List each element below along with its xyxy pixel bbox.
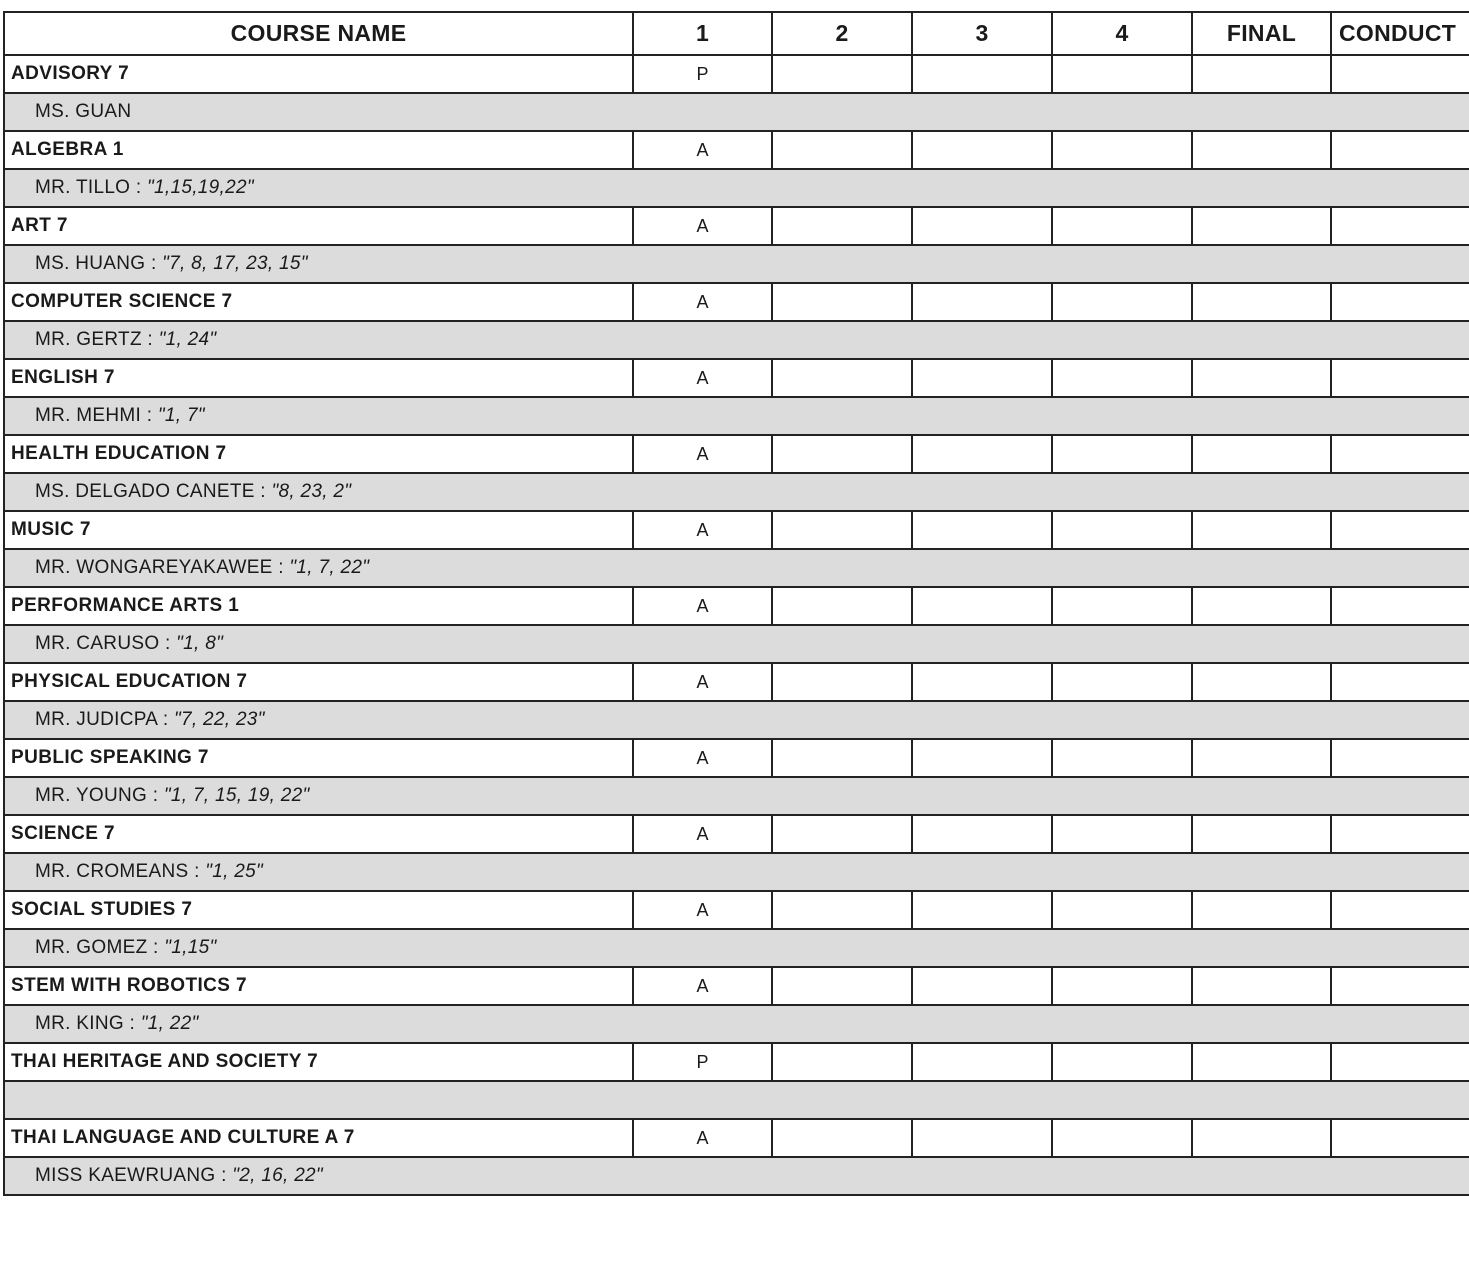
grade-final [1192,739,1331,777]
grade-final [1192,1119,1331,1157]
grade-quarter-4 [1052,815,1192,853]
grade-quarter-1: A [633,815,772,853]
course-row [4,435,1469,473]
teacher-row [4,625,1469,663]
grade-conduct [1331,1119,1469,1157]
grade-quarter-4 [1052,663,1192,701]
grade-quarter-4 [1052,891,1192,929]
grade-quarter-2 [772,283,912,321]
teacher-cell [4,93,1469,131]
grade-quarter-3 [912,663,1052,701]
teacher-row [4,777,1469,815]
grade-quarter-3 [912,435,1052,473]
course-row [4,1119,1469,1157]
course-name-cell: THAI HERITAGE AND SOCIETY 7 [4,1043,633,1081]
grade-quarter-4 [1052,587,1192,625]
teacher-cell [4,929,1469,967]
teacher-name: MR. WONGAREYAKAWEE : [35,557,290,578]
grade-quarter-2 [772,131,912,169]
comment-codes: "1, 24" [158,329,217,350]
teacher-cell [4,549,1469,587]
grade-quarter-3 [912,587,1052,625]
grade-quarter-4 [1052,1119,1192,1157]
grade-quarter-2 [772,663,912,701]
comment-codes: "1,15" [164,937,217,958]
course-name-cell: ADVISORY 7 [4,55,633,93]
grade-quarter-4 [1052,435,1192,473]
course-row [4,283,1469,321]
grade-conduct [1331,283,1469,321]
teacher-name: MR. KING : [35,1013,141,1034]
grade-conduct [1331,587,1469,625]
grade-final [1192,663,1331,701]
grade-quarter-1: A [633,131,772,169]
grade-conduct [1331,435,1469,473]
teacher-cell [4,1005,1469,1043]
grade-quarter-2 [772,55,912,93]
teacher-name: MISS KAEWRUANG : [35,1165,233,1186]
course-name-cell: PUBLIC SPEAKING 7 [4,739,633,777]
comment-codes: "1,15,19,22" [147,177,254,198]
grade-final [1192,207,1331,245]
grade-quarter-3 [912,1119,1052,1157]
teacher-row [4,929,1469,967]
course-name-cell: MUSIC 7 [4,511,633,549]
grade-quarter-1: P [633,55,772,93]
teacher-name: MR. TILLO : [35,177,147,198]
course-row [4,967,1469,1005]
course-name-cell: THAI LANGUAGE AND CULTURE A 7 [4,1119,633,1157]
teacher-row [4,549,1469,587]
teacher-row [4,701,1469,739]
grade-quarter-2 [772,739,912,777]
grade-final [1192,511,1331,549]
grade-quarter-1: P [633,1043,772,1081]
teacher-row [4,1157,1469,1195]
teacher-row [4,93,1469,131]
teacher-row [4,245,1469,283]
grade-conduct [1331,663,1469,701]
grade-quarter-4 [1052,511,1192,549]
grade-quarter-1: A [633,739,772,777]
grade-final [1192,131,1331,169]
grade-final [1192,587,1331,625]
grade-conduct [1331,207,1469,245]
teacher-row [4,397,1469,435]
grade-quarter-1: A [633,891,772,929]
grade-quarter-3 [912,131,1052,169]
grade-quarter-1: A [633,435,772,473]
grade-quarter-3 [912,207,1052,245]
header-quarter-4: 4 [1052,12,1192,55]
grade-quarter-3 [912,891,1052,929]
grade-quarter-4 [1052,739,1192,777]
teacher-name: MR. GERTZ : [35,329,159,350]
grade-conduct [1331,739,1469,777]
grade-quarter-2 [772,815,912,853]
grade-quarter-4 [1052,55,1192,93]
grade-quarter-3 [912,55,1052,93]
comment-codes: "2, 16, 22" [232,1165,323,1186]
grade-quarter-4 [1052,967,1192,1005]
teacher-row [4,853,1469,891]
course-name-cell: SCIENCE 7 [4,815,633,853]
header-conduct: CONDUCT [1331,12,1469,55]
header-quarter-1: 1 [633,12,772,55]
grade-quarter-3 [912,739,1052,777]
grade-quarter-3 [912,1043,1052,1081]
course-row [4,663,1469,701]
header-quarter-2: 2 [772,12,912,55]
teacher-row [4,169,1469,207]
course-name-cell: STEM WITH ROBOTICS 7 [4,967,633,1005]
grade-quarter-3 [912,359,1052,397]
grade-final [1192,435,1331,473]
grade-conduct [1331,55,1469,93]
course-name-cell: HEALTH EDUCATION 7 [4,435,633,473]
course-name-cell: ART 7 [4,207,633,245]
grade-final [1192,815,1331,853]
teacher-name: MR. CROMEANS : [35,861,206,882]
course-row [4,131,1469,169]
course-row [4,1043,1469,1081]
teacher-row [4,321,1469,359]
grade-quarter-3 [912,283,1052,321]
grade-quarter-1: A [633,207,772,245]
teacher-name: MS. DELGADO CANETE : [35,481,272,502]
grade-quarter-4 [1052,359,1192,397]
grade-final [1192,1043,1331,1081]
grade-quarter-3 [912,815,1052,853]
teacher-cell [4,473,1469,511]
teacher-cell [4,701,1469,739]
grade-conduct [1331,815,1469,853]
grade-quarter-1: A [633,587,772,625]
comment-codes: "1, 7, 22" [289,557,370,578]
comment-codes: "7, 8, 17, 23, 15" [162,253,308,274]
teacher-cell [4,321,1469,359]
comment-codes: "1, 8" [176,633,224,654]
comment-codes: "1, 22" [140,1013,199,1034]
teacher-cell [4,777,1469,815]
teacher-name: MS. HUANG : [35,253,163,274]
course-name-cell: COMPUTER SCIENCE 7 [4,283,633,321]
header-row [4,12,1469,55]
course-name-cell: PHYSICAL EDUCATION 7 [4,663,633,701]
teacher-name: MR. JUDICPA : [35,709,174,730]
grade-quarter-1: A [633,359,772,397]
grade-quarter-2 [772,1119,912,1157]
grade-final [1192,283,1331,321]
comment-codes: "1, 25" [205,861,264,882]
grade-final [1192,967,1331,1005]
grade-conduct [1331,891,1469,929]
grade-final [1192,891,1331,929]
grade-quarter-2 [772,967,912,1005]
grade-quarter-4 [1052,1043,1192,1081]
grade-quarter-2 [772,511,912,549]
grade-conduct [1331,1043,1469,1081]
grade-quarter-1: A [633,967,772,1005]
grade-quarter-1: A [633,511,772,549]
teacher-cell [4,397,1469,435]
grade-quarter-2 [772,435,912,473]
teacher-name: MR. CARUSO : [35,633,177,654]
header-course-name: COURSE NAME [4,12,633,55]
course-row [4,891,1469,929]
course-row [4,359,1469,397]
teacher-row [4,1005,1469,1043]
grade-quarter-1: A [633,283,772,321]
teacher-name: MS. GUAN [35,101,132,122]
grade-quarter-2 [772,891,912,929]
grade-conduct [1331,967,1469,1005]
course-name-cell: ENGLISH 7 [4,359,633,397]
teacher-name: MR. YOUNG : [35,785,164,806]
grade-conduct [1331,511,1469,549]
course-name-cell: ALGEBRA 1 [4,131,633,169]
teacher-cell [4,853,1469,891]
grade-quarter-2 [772,587,912,625]
course-name-cell: SOCIAL STUDIES 7 [4,891,633,929]
course-row [4,55,1469,93]
course-row [4,815,1469,853]
grade-quarter-2 [772,359,912,397]
course-name-cell: PERFORMANCE ARTS 1 [4,587,633,625]
grade-quarter-3 [912,511,1052,549]
header-quarter-3: 3 [912,12,1052,55]
grade-quarter-4 [1052,207,1192,245]
comment-codes: "1, 7" [157,405,205,426]
course-row [4,207,1469,245]
course-row [4,739,1469,777]
comment-codes: "8, 23, 2" [271,481,352,502]
grade-quarter-2 [772,207,912,245]
grades-table [3,11,1469,1196]
teacher-name: MR. MEHMI : [35,405,158,426]
grade-conduct [1331,131,1469,169]
teacher-row [4,473,1469,511]
grade-quarter-2 [772,1043,912,1081]
grade-quarter-4 [1052,131,1192,169]
grade-conduct [1331,359,1469,397]
teacher-row [4,1081,1469,1119]
teacher-name: MR. GOMEZ : [35,937,165,958]
grade-quarter-1: A [633,663,772,701]
teacher-cell [4,169,1469,207]
course-row [4,587,1469,625]
grade-final [1192,55,1331,93]
comment-codes: "7, 22, 23" [173,709,265,730]
teacher-cell [4,625,1469,663]
teacher-cell [4,245,1469,283]
grade-final [1192,359,1331,397]
course-row [4,511,1469,549]
comment-codes: "1, 7, 15, 19, 22" [163,785,310,806]
teacher-cell [4,1157,1469,1195]
grade-quarter-4 [1052,283,1192,321]
grade-quarter-3 [912,967,1052,1005]
grade-quarter-1: A [633,1119,772,1157]
teacher-cell [4,1081,1469,1119]
header-final: FINAL [1192,12,1331,55]
